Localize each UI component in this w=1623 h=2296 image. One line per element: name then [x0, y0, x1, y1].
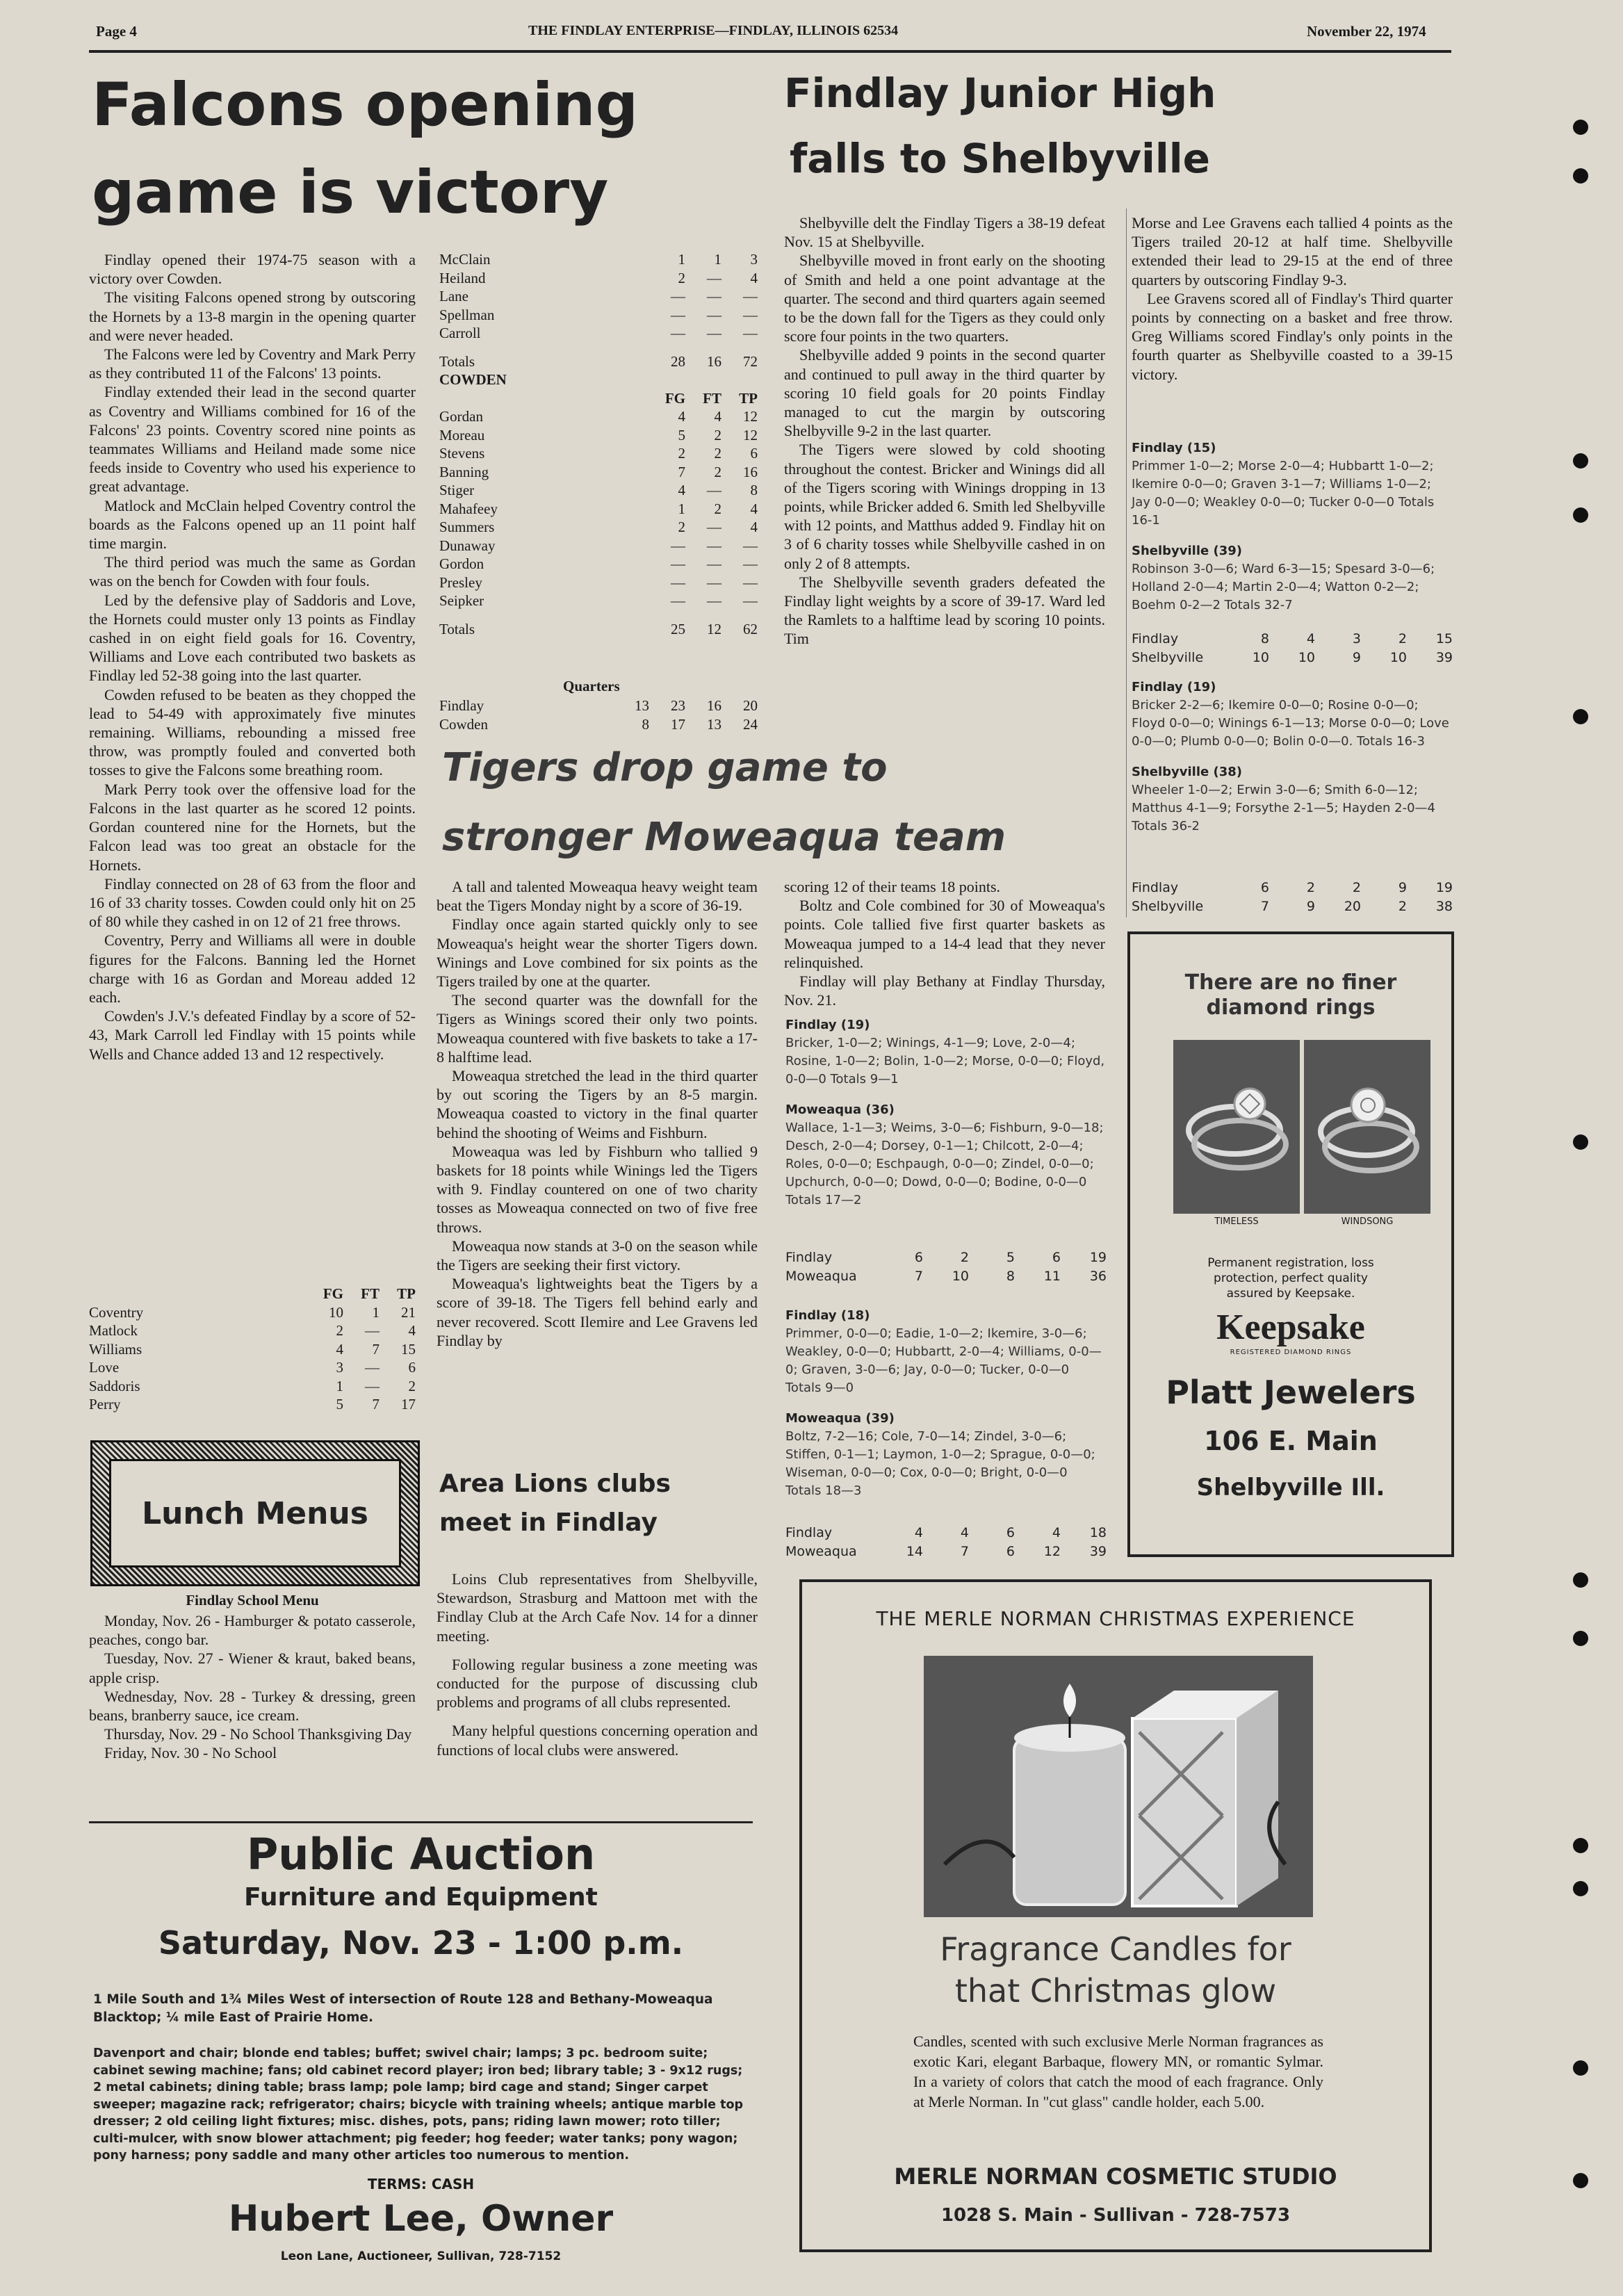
- table-row: Banning 7 2 16: [439, 463, 758, 480]
- auction-auctioneer: Leon Lane, Auctioneer, Sullivan, 728-7152: [280, 2249, 562, 2263]
- table-row: Findlay 6 2 2 9 19: [1132, 880, 1453, 895]
- table-row: Moweaqua 14 7 6 12 39: [785, 1544, 1107, 1559]
- auction-terms: TERMS: CASH: [367, 2176, 475, 2192]
- table-row: Presley — — —: [439, 573, 758, 591]
- table-row: Lane — — —: [439, 288, 758, 304]
- ad-blurb: Permanent registration, loss protection, perfect quality assured by Keepsake.: [1207, 1256, 1374, 1301]
- auction-items: Davenport and chair; blonde end tables; buffet; swivel chair; lamps; 3 pc. bedroom suite; cabinet sewing machine; fans; old cabinet record player; iron bed; library table; 3 - 9x12 rugs; 2 metal cabinets; dining table; brass lamp; pole lamp; bird cage and stand; Singer carpet sweeper; magazine rack; refrigerator; chairs; bicycle with training wheels; antique marble top dresser; 2 old ceiling light fixtures; misc. dishes, pots, pans; riding lawn mower; roto tiller; culti-mulcer, with snow blower attachment; pig feeder; hog feeder; water tanks; pony wagon; pony harness; pony saddle and many other articles too numerous to mention.: [93, 2046, 744, 2163]
- lunch-menu-subtitle: Findlay School Menu: [186, 1592, 319, 1609]
- list-item: Wednesday, Nov. 28 - Turkey & dressing, green beans, branberry sauce, ice cream.: [89, 1687, 416, 1725]
- table-row: Dunaway — — —: [439, 537, 758, 554]
- table-row: Totals 25 12 62: [439, 620, 758, 637]
- table-row: Mahafeey 1 2 4: [439, 500, 758, 517]
- merle-norman-ad: [799, 1579, 1432, 2252]
- paragraph: A tall and talented Moweaqua heavy weight team beat the Tigers Monday night by a score of 36-19.: [437, 878, 758, 915]
- lions-article-body: [437, 1570, 758, 1759]
- table-row: Cowden 8 17 13 24: [439, 715, 758, 733]
- issue-date: November 22, 1974: [1307, 23, 1426, 40]
- quarters-label: Quarters: [563, 678, 620, 694]
- paragraph: Led by the defensive play of Saddoris and Love, the Hornets could muster only 13 points as Findlay cashed in on eight field goals for 16. Coventry, Williams and Love each contributed two baskets as Findlay led 52-38 going into the last quarter.: [89, 591, 416, 685]
- table-row: Perry 5 7 17: [89, 1396, 416, 1412]
- ad-title: THE MERLE NORMAN CHRISTMAS EXPERIENCE: [876, 1607, 1355, 1630]
- jh-quarters-eighth: [1132, 630, 1453, 667]
- binder-hole: [1573, 1838, 1588, 1853]
- box-line: Wheeler 1-0—2; Erwin 3-0—6; Smith 6-0—12; Matthus 4-1—9; Forsythe 2-1—5; Hayden 2-0—4 Totals 36-2: [1132, 783, 1435, 833]
- binder-hole: [1573, 1134, 1588, 1150]
- studio-address: 1028 S. Main - Sullivan - 728-7573: [940, 2205, 1291, 2226]
- table-row: Coventry 10 1 21: [89, 1303, 416, 1321]
- paragraph: Following regular business a zone meeting was conducted for the purpose of discussing club problems and programs of all clubs represented.: [437, 1655, 758, 1711]
- section-divider: [89, 1821, 753, 1823]
- paragraph: Shelbyville delt the Findlay Tigers a 38-19 defeat Nov. 15 at Shelbyville.: [784, 214, 1105, 251]
- ad-tagline: diamond rings: [1206, 995, 1376, 1020]
- jh-headline-2: falls to Shelbyville: [790, 135, 1211, 182]
- table-row: Stevens 2 2 6: [439, 445, 758, 462]
- paragraph: Coventry, Perry and Williams all were in double figures for the Falcons. Banning led the Hornet charge with 16 as Gordan and Moreau added 12 each.: [89, 931, 416, 1006]
- jh-headline-1: Findlay Junior High: [784, 70, 1216, 117]
- binder-hole: [1573, 1881, 1588, 1896]
- jh-box-score-eighth: [1132, 439, 1453, 614]
- table-row: Carroll — — —: [439, 325, 758, 341]
- brand-sub: REGISTERED DIAMOND RINGS: [1230, 1349, 1352, 1356]
- lunch-menu-frame: [90, 1440, 420, 1586]
- falcons-headline-2: game is victory: [92, 158, 609, 227]
- table-row: Williams 4 7 15: [89, 1340, 416, 1358]
- brand-logo: Keepsake: [1216, 1308, 1365, 1347]
- ad-tagline: There are no finer: [1184, 970, 1397, 995]
- diamond-ring-icon: [1304, 1040, 1430, 1214]
- paragraph: Findlay will play Bethany at Findlay Thursday, Nov. 21.: [784, 972, 1105, 1009]
- table-row: Stiger 4 — 8: [439, 482, 758, 498]
- box-title: Moweaqua (36): [785, 1102, 895, 1117]
- paragraph: Lee Gravens scored all of Findlay's Third quarter points by connecting on a basket and free throw. Greg Williams scored Findlay's only points in the fourth quarter as Shelbyville coasted to a 39-15 victory.: [1132, 289, 1453, 383]
- tigers-article-continued: [784, 877, 1105, 1009]
- ad-body: Candles, scented with such exclusive Merle Norman fragrances as exotic Kari, elegant Barbaque, flowery MN, or romantic Sylmar. In a variety of colors that catch the mood of each fragrance. Only at Merle Norman. In "cut glass" candle holder, each 5.00.: [913, 2033, 1323, 2110]
- tigers-headline-1: Tigers drop game to: [442, 745, 888, 790]
- box-line: Wallace, 1-1—3; Weims, 3-0—6; Fishburn, 9-0—18; Desch, 2-0—4; Dorsey, 0-1—1; Chilcott, 2-0—4; Roles, 0-0—0; Eschpaugh, 0-0—0; Zindel, 0-0—0; Upchurch, 0-0—0; Dowd, 0-0—0; Bodine, 0-0—0 Totals 17—2: [785, 1121, 1104, 1207]
- paragraph: Mark Perry took over the offensive load for the Falcons in the last quarter as he scored 12 points. Gordan countered nine for the Hornets, but the Falcon lead was too great an obstacle for the Hornets.: [89, 780, 416, 874]
- tigers-article-body: [437, 877, 758, 1350]
- falcons-headline-1: Falcons opening: [92, 70, 639, 140]
- binder-hole: [1573, 2060, 1588, 2076]
- binder-hole: [1573, 1572, 1588, 1588]
- auction-ad: [89, 1828, 753, 1969]
- falcons-quarters-table: [439, 697, 758, 733]
- list-item: Thursday, Nov. 29 - No School Thanksgiving Day: [104, 1725, 412, 1743]
- store-name: Platt Jewelers: [1166, 1374, 1416, 1411]
- page-number: Page 4: [96, 23, 137, 40]
- table-row: McClain 1 1 3: [439, 251, 758, 268]
- table-row: Shelbyville 10 10 9 10 39: [1132, 650, 1453, 665]
- paragraph: The visiting Falcons opened strong by outscoring the Hornets by a 13-8 margin in the opening quarter and were never headed.: [89, 288, 416, 344]
- tigers-box-score-heavy: [785, 1016, 1107, 1210]
- lions-headline-2: meet in Findlay: [439, 1508, 658, 1537]
- store-city: Shelbyville Ill.: [1196, 1474, 1385, 1501]
- tigers-box-score-light: [785, 1307, 1107, 1500]
- keepsake-ad: [1127, 931, 1454, 1557]
- ad-headline: Fragrance Candles for: [940, 1930, 1291, 1968]
- box-title: Findlay (15): [1132, 441, 1216, 455]
- table-row: Shelbyville 7 9 20 2 38: [1132, 899, 1453, 914]
- table-row: Heiland 2 — 4: [439, 269, 758, 286]
- paragraph: Cowden refused to be beaten as they chopped the lead to 54-49 with approximately five minutes remaining. Williams, rebounding a missed free throw, was promptly fouled and converted both tosses to give the Falcons some breathing room.: [89, 685, 416, 779]
- masthead: THE FINDLAY ENTERPRISE—FINDLAY, ILLINOIS 62534: [528, 23, 899, 38]
- table-row: Findlay 8 4 3 2 15: [1132, 631, 1453, 646]
- auction-subtitle: Furniture and Equipment: [244, 1883, 598, 1912]
- box-line: Boltz, 7-2—16; Cole, 7-0—14; Zindel, 3-0—6; Stiffen, 0-1—1; Laymon, 1-0—2; Sprague, 0-0—0; Wiseman, 0-0—0; Cox, 0-0—0; Bright, 0-0—0 Totals 18—3: [785, 1429, 1095, 1498]
- lunch-menu-title: Lunch Menus: [142, 1495, 368, 1531]
- lions-headline-1: Area Lions clubs: [439, 1469, 671, 1498]
- diamond-ring-icon: [1173, 1040, 1300, 1214]
- box-title: Shelbyville (39): [1132, 544, 1242, 558]
- paragraph: The Tigers were slowed by cold shooting throughout the contest. Bricker and Winings did all of the Tigers scoring with Winings dropping in 13 points, while Bricker added 6. Smith led Shelbyville with 12 points, and Matthus added 9. Findlay hit on 3 of 6 charity tosses while Shelbyville cashed in on only 2 of 8 attempts.: [784, 441, 1105, 572]
- table-row: Findlay 6 2 5 6 19: [785, 1250, 1107, 1265]
- paragraph: The third period was much the same as Gordan was on the bench for Cowden with four fouls.: [89, 553, 416, 590]
- tigers-headline-2: stronger Moweaqua team: [442, 815, 1006, 860]
- findlay-box-score-b: McClain 1 1 3 Heiland 2 — 4 Lane — — — Spellman — — — Carroll — — — Totals 28 16 72 COWDEN FG FT TP Gordan 4 4 12 Moreau 5 2 12 Stevens 2 2 6 Banning 7 2 16 Stiger 4 — 8 Mahafeey 1 2 4 Summers 2 — 4 Dunaway — — — Gordon — — — Presley — — — Seipker — — — Totals 25 12 62: [439, 251, 758, 637]
- paragraph: Boltz and Cole combined for 30 of Moweaqua's points. Cole tallied five first quarter baskets as Moweaqua jumped to a 14-4 lead that they never relinquished.: [784, 897, 1105, 971]
- jh-article-continued: [1132, 213, 1453, 384]
- tigers-quarters-heavy: [785, 1248, 1107, 1286]
- auction-date: Saturday, Nov. 23 - 1:00 p.m.: [158, 1924, 684, 1962]
- studio-name: MERLE NORMAN COSMETIC STUDIO: [894, 2163, 1337, 2190]
- list-item: Friday, Nov. 30 - No School: [104, 1744, 277, 1762]
- box-line: Primmer 1-0—2; Morse 2-0—4; Hubbartt 1-0—2; Ikemire 0-0—0; Graven 3-1—7; Williams 1-0—2; Jay 0-0—0; Weakley 0-0—0; Tucker 0-0—0 Totals 16-1: [1132, 459, 1435, 528]
- table-row: Gordon — — —: [439, 555, 758, 572]
- table-row: Matlock 2 — 4: [89, 1322, 416, 1339]
- store-address: 106 E. Main: [1204, 1426, 1378, 1456]
- lunch-menu-title-box: [109, 1459, 401, 1568]
- table-row: Love 3 — 6: [89, 1359, 416, 1376]
- table-row: Findlay 13 23 16 20: [439, 697, 758, 714]
- box-line: Bricker 2-2—6; Ikemire 0-0—0; Rosine 0-0—0; Floyd 0-0—0; Winings 6-1—13; Morse 0-0—0; Love 0-0—0; Plumb 0-0—0; Bolin 0-0—0. Totals 16-3: [1132, 698, 1449, 749]
- paragraph: Findlay once again started quickly only to see Moweaqua's height wear the shorter Tigers down. Winings and Love combined for six points as the Tigers trailed by one at the quarter.: [437, 915, 758, 991]
- tigers-quarters-light: [785, 1524, 1107, 1561]
- binder-hole: [1573, 709, 1588, 724]
- paragraph: Loins Club representatives from Shelbyville, Stewardson, Strasburg and Mattoon met with the Findlay Club at the Arch Cafe Nov. 14 for a dinner meeting.: [437, 1570, 758, 1645]
- paragraph: Morse and Lee Gravens each tallied 4 points as the Tigers trailed 20-12 at half time. Shelbyville extended their lead to 29-15 at the end of three quarters by outscoring Findlay 9-3.: [1132, 214, 1453, 288]
- paragraph: Matlock and McClain helped Coventry control the boards as the Falcons opened up an 11 point half time margin.: [89, 496, 416, 553]
- table-row: Seipker — — —: [439, 592, 758, 609]
- binder-hole: [1573, 2173, 1588, 2188]
- box-title: Findlay (19): [1132, 680, 1216, 694]
- paragraph: scoring 12 of their teams 18 points.: [784, 878, 1001, 895]
- paragraph: The Shelbyville seventh graders defeated the Findlay light weights by a score of 39-17. Ward led the Ramlets to a halftime lead by scoring 10 points. Tim: [784, 573, 1105, 648]
- list-item: Monday, Nov. 26 - Hamburger & potato casserole, peaches, congo bar.: [89, 1612, 416, 1649]
- table-row: Moreau 5 2 12: [439, 426, 758, 443]
- ring-label: WINDSONG: [1341, 1216, 1394, 1227]
- candle-photo: [924, 1656, 1313, 1917]
- auction-title: Public Auction: [246, 1829, 596, 1880]
- table-row: Spellman — — —: [439, 306, 758, 323]
- table-row: Saddoris 1 — 2: [89, 1377, 416, 1394]
- jh-box-score-seventh: [1132, 678, 1453, 836]
- box-line: Bricker, 1-0—2; Winings, 4-1—9; Love, 2-0—4; Rosine, 1-0—2; Bolin, 1-0—2; Morse, 0-0—0; Floyd, 0-0—0 Totals 9—1: [785, 1036, 1105, 1086]
- table-row: Moweaqua 7 10 8 11 36: [785, 1269, 1107, 1284]
- paragraph: Shelbyville added 9 points in the second quarter and continued to pull away in the third quarter by scoring 10 field goals for 20 points Findlay managed to cut the margin by outscoring Shelbyville 9-2 in the last quarter.: [784, 346, 1105, 440]
- candle-icon: [924, 1656, 1313, 1917]
- table-row: Totals 28 16 72: [439, 352, 758, 370]
- ring-photo-windsong: [1304, 1040, 1430, 1214]
- jh-article-body: [784, 213, 1105, 649]
- header-rule: [89, 50, 1451, 53]
- paragraph: Moweaqua's lightweights beat the Tigers by a score of 39-18. The Tigers fell behind early and never recovered. Scott Ilemire and Lee Gravens led Findlay by: [437, 1275, 758, 1349]
- binder-hole: [1573, 1631, 1588, 1646]
- column-rule: [1126, 209, 1127, 918]
- paragraph: Findlay opened their 1974-75 season with a victory over Cowden.: [89, 251, 416, 288]
- table-row: Summers 2 — 4: [439, 519, 758, 535]
- binder-hole: [1573, 168, 1588, 184]
- paragraph: Shelbyville moved in front early on the shooting of Smith and held a one point advantage at the quarter. The second and third quarters again seemed to be the down fall for the Tigers as they could only score four points in the two quarters.: [784, 252, 1105, 345]
- paragraph: The Falcons were led by Coventry and Mark Perry as they contributed 11 of the Falcons' 13 points.: [89, 345, 416, 382]
- box-title: Findlay (18): [785, 1308, 870, 1323]
- auction-location: 1 Mile South and 1¾ Miles West of intersection of Route 128 and Bethany-Moweaqua Blacktop; ¼ mile East of Prairie Home.: [93, 1992, 713, 2025]
- paragraph: Many helpful questions concerning operation and functions of local clubs were answered.: [437, 1722, 758, 1759]
- list-item: Tuesday, Nov. 27 - Wiener & kraut, baked beans, apple crisp.: [89, 1650, 416, 1686]
- box-title: Shelbyville (38): [1132, 765, 1242, 779]
- paragraph: Moweaqua now stands at 3-0 on the season while the Tigers are seeking their first victory.: [437, 1237, 758, 1274]
- paragraph: Findlay extended their lead in the second quarter as Coventry and Williams combined for 16 of the Falcons' 23 points. Coventry scored nine points as teammates Williams and Heiland made some nice feeds inside to Coventry who used his experience to great advantage.: [89, 383, 416, 496]
- box-title: Moweaqua (39): [785, 1411, 895, 1426]
- jh-quarters-seventh: [1132, 879, 1453, 916]
- ring-label: TIMELESS: [1214, 1216, 1259, 1227]
- binder-hole: [1573, 507, 1588, 523]
- paragraph: The second quarter was the downfall for the Tigers as Winings scored their only two points. Moweaqua countered with five baskets to take a 17-8 halftime lead.: [437, 991, 758, 1066]
- findlay-box-score-a: FG FT TP Coventry 10 1 21 Matlock 2 — 4 Williams 4 7 15 Love 3 — 6 Saddoris 1 — 2 Perry 5 7 17: [89, 1285, 416, 1412]
- binder-hole: [1573, 453, 1588, 469]
- box-line: Robinson 3-0—6; Ward 6-3—15; Spesard 3-0—6; Holland 2-0—4; Martin 2-0—4; Watton 0-2—2; Boehm 0-2—2 Totals 32-7: [1132, 562, 1435, 612]
- box-title: Findlay (19): [785, 1018, 870, 1032]
- auction-owner: Hubert Lee, Owner: [228, 2198, 614, 2240]
- cowden-label: COWDEN: [439, 371, 507, 388]
- binder-hole: [1573, 120, 1588, 135]
- paragraph: Moweaqua stretched the lead in the third quarter by out scoring the Tigers by an 8-5 margin. Moweaqua coasted to victory in the final quarter behind the shooting of Weims and Fishburn.: [437, 1067, 758, 1141]
- table-row: Findlay 4 4 6 4 18: [785, 1525, 1107, 1540]
- table-row: Gordan 4 4 12: [439, 408, 758, 425]
- paragraph: Findlay connected on 28 of 63 from the floor and 16 of 33 charity tosses. Cowden could only hit on 25 of 80 while they cashed in on 12 of 21 free throws.: [89, 874, 416, 931]
- lunch-menu-list: [89, 1611, 416, 1763]
- ring-photo-timeless: [1173, 1040, 1300, 1214]
- falcons-article-body: [89, 250, 416, 1064]
- paragraph: Cowden's J.V.'s defeated Findlay by a score of 52-43, Mark Carroll led Findlay with 15 points while Wells and Chance added 13 and 12 respectively.: [89, 1007, 416, 1063]
- paragraph: Moweaqua was led by Fishburn who tallied 9 baskets for 18 points while Winings led the Tigers with 9. Findlay countered on one of two charity tosses as Moweaqua connected on two of five free throws.: [437, 1142, 758, 1236]
- box-line: Primmer, 0-0—0; Eadie, 1-0—2; Ikemire, 3-0—6; Weakley, 0-0—0; Hubbartt, 2-0—4; Williams, 0-0—0; Graven, 3-0—6; Jay, 0-0—0; Tucker, 0-0—0 Totals 9—0: [785, 1326, 1102, 1395]
- ad-headline: that Christmas glow: [954, 1972, 1277, 2010]
